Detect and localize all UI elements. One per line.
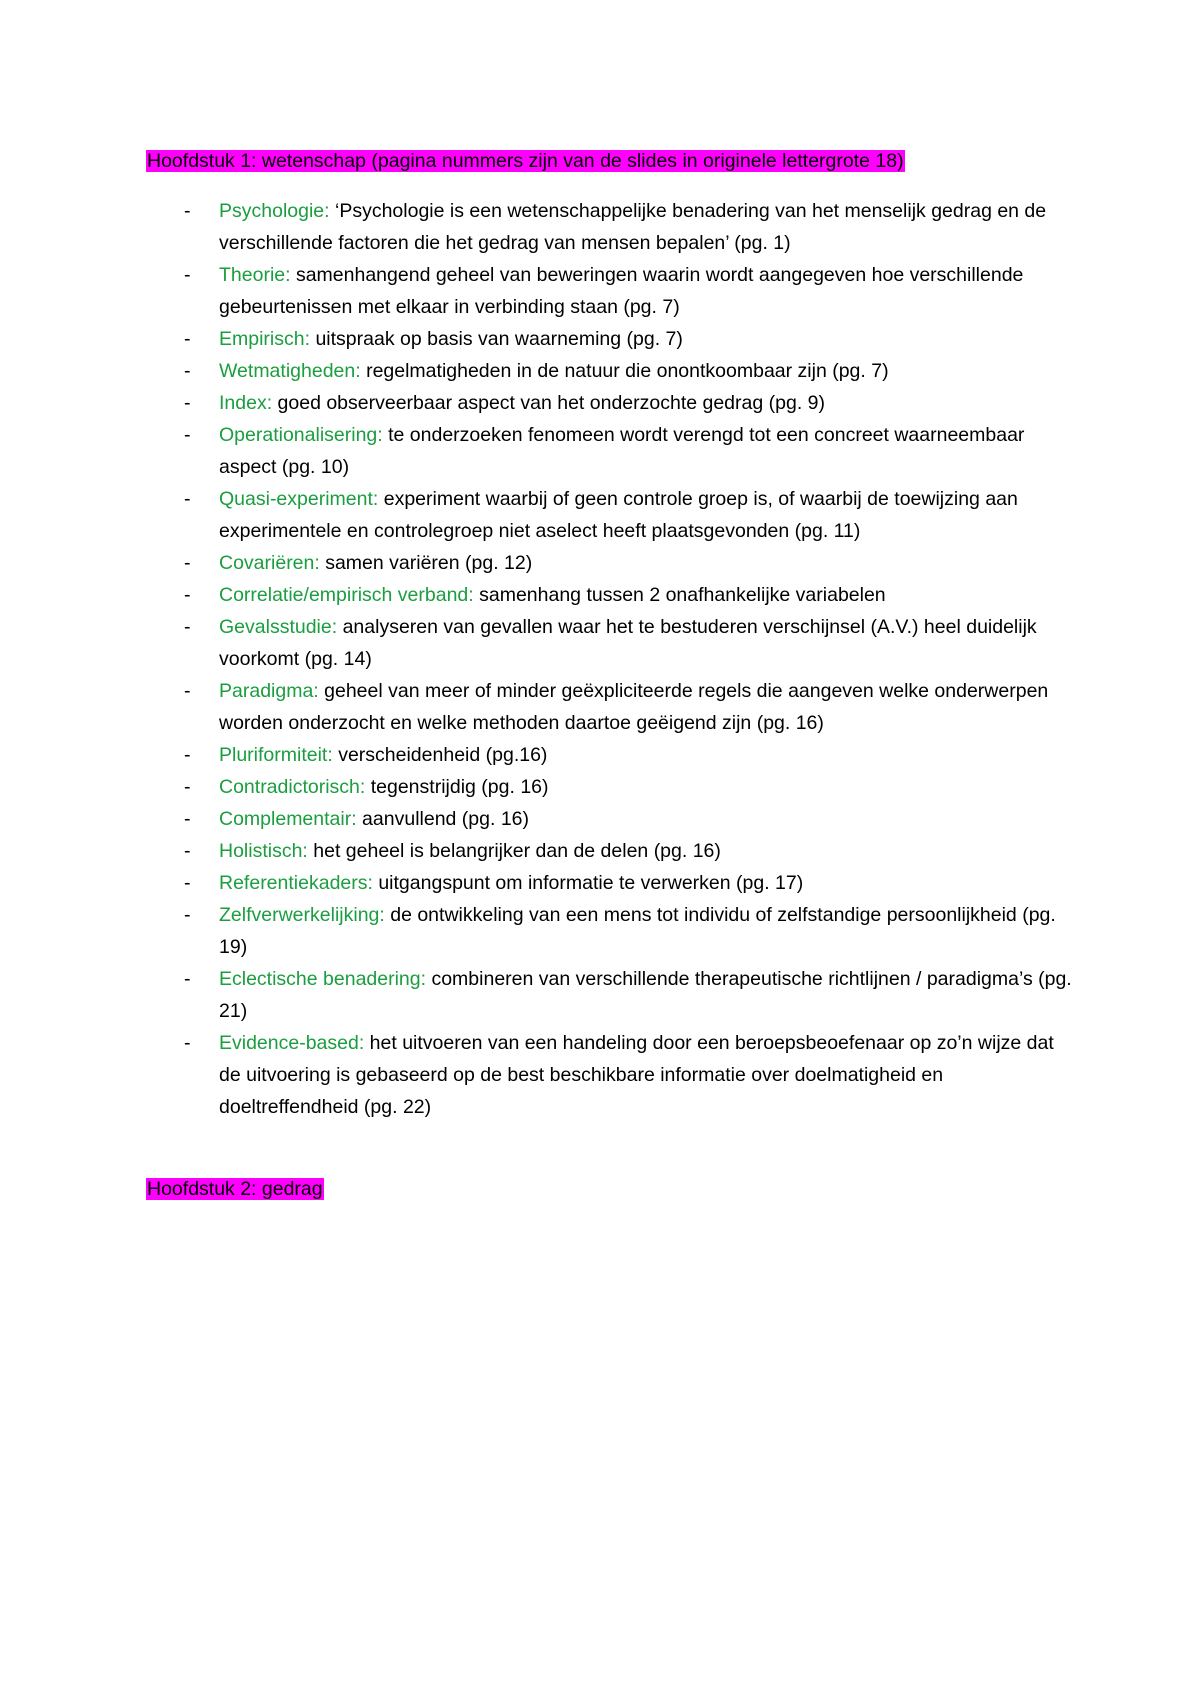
term-definition: het uitvoeren van een handeling door een beroepsbeoefenaar op zo’n wijze dat de uitvoering is gebaseerd op de best beschikbare informatie over doelmatigheid en doeltreffendheid (pg. 22) <box>219 1032 1054 1118</box>
term-definition: geheel van meer of minder geëxpliciteerde regels die aangeven welke onderwerpen worden onderzocht en welke methoden daartoe geëigend zijn (pg. 16) <box>219 680 1049 734</box>
term-label: Contradictorisch: <box>219 776 366 798</box>
term-definition: analyseren van gevallen waar het te bestuderen verschijnsel (A.V.) heel duidelijk voorkomt (pg. 14) <box>219 616 1037 670</box>
chapter-2-heading <box>146 1175 324 1203</box>
list-item <box>146 1027 1076 1123</box>
term-definition: goed observeerbaar aspect van het onderzochte gedrag (pg. 9) <box>272 392 825 414</box>
list-item <box>146 387 1076 419</box>
term-label: Operationalisering: <box>219 424 383 446</box>
term-definition: regelmatigheden in de natuur die onontkoombaar zijn (pg. 7) <box>360 360 889 382</box>
chapter-1-heading-text: Hoofdstuk 1: wetenschap (pagina nummers zijn van de slides in originele lettergrote 18) <box>147 150 904 172</box>
list-item <box>146 899 1076 963</box>
term-definition: experiment waarbij of geen controle groep is, of waarbij de toewijzing aan experimentele en controlegroep niet aselect heeft plaatsgevonden (pg. 11) <box>219 488 1018 542</box>
term-definition: samen variëren (pg. 12) <box>319 552 533 574</box>
list-item <box>146 739 1076 771</box>
list-item <box>146 579 1076 611</box>
term-definition: te onderzoeken fenomeen wordt verengd tot een concreet waarneembaar aspect (pg. 10) <box>219 424 1025 478</box>
term-label: Covariëren: <box>219 552 320 574</box>
term-definition: verscheidenheid (pg.16) <box>332 744 548 766</box>
list-dash: - <box>184 424 191 446</box>
term-label: Complementair: <box>219 808 357 830</box>
list-item <box>146 771 1076 803</box>
term-definition: uitspraak op basis van waarneming (pg. 7) <box>310 328 683 350</box>
term-definition: uitgangspunt om informatie te verwerken (pg. 17) <box>372 872 804 894</box>
list-dash: - <box>184 1032 191 1054</box>
list-dash: - <box>184 616 191 638</box>
term-label: Theorie: <box>219 264 291 286</box>
term-definition: ‘Psychologie is een wetenschappelijke benadering van het menselijk gedrag en de verschillende factoren die het gedrag van mensen bepalen’ (pg. 1) <box>219 200 1047 254</box>
term-label: Empirisch: <box>219 328 311 350</box>
list-item <box>146 355 1076 387</box>
list-dash: - <box>184 904 191 926</box>
list-dash: - <box>184 584 191 606</box>
term-list <box>146 195 1076 1123</box>
term-label: Index: <box>219 392 273 414</box>
term-label: Gevalsstudie: <box>219 616 338 638</box>
term-label: Paradigma: <box>219 680 319 702</box>
list-item <box>146 419 1076 483</box>
list-item <box>146 963 1076 1027</box>
list-item <box>146 323 1076 355</box>
list-dash: - <box>184 808 191 830</box>
list-dash: - <box>184 200 191 222</box>
term-definition: combineren van verschillende therapeutische richtlijnen / paradigma’s (pg. 21) <box>219 968 1072 1022</box>
term-label: Psychologie: <box>219 200 330 222</box>
list-item <box>146 195 1076 259</box>
list-item <box>146 259 1076 323</box>
term-label: Correlatie/empirisch verband: <box>219 584 474 606</box>
list-dash: - <box>184 488 191 510</box>
term-label: Wetmatigheden: <box>219 360 361 382</box>
term-definition: tegenstrijdig (pg. 16) <box>365 776 549 798</box>
list-item <box>146 835 1076 867</box>
term-definition: samenhangend geheel van beweringen waarin wordt aangegeven hoe verschillende gebeurtenissen met elkaar in verbinding staan (pg. 7) <box>219 264 1024 318</box>
term-label: Holistisch: <box>219 840 308 862</box>
term-label: Eclectische benadering: <box>219 968 427 990</box>
list-item <box>146 675 1076 739</box>
list-dash: - <box>184 840 191 862</box>
term-label: Quasi-experiment: <box>219 488 379 510</box>
list-dash: - <box>184 776 191 798</box>
list-dash: - <box>184 872 191 894</box>
list-item <box>146 547 1076 579</box>
list-dash: - <box>184 360 191 382</box>
list-dash: - <box>184 264 191 286</box>
list-dash: - <box>184 328 191 350</box>
list-dash: - <box>184 744 191 766</box>
term-label: Zelfverwerkelijking: <box>219 904 385 926</box>
list-item <box>146 483 1076 547</box>
list-dash: - <box>184 680 191 702</box>
term-definition: het geheel is belangrijker dan de delen (pg. 16) <box>307 840 721 862</box>
term-label: Evidence-based: <box>219 1032 365 1054</box>
term-label: Referentiekaders: <box>219 872 373 894</box>
term-label: Pluriformiteit: <box>219 744 333 766</box>
chapter-2-heading-text: Hoofdstuk 2: gedrag <box>147 1178 323 1200</box>
chapter-1-heading <box>146 147 905 175</box>
list-item <box>146 803 1076 835</box>
list-item <box>146 611 1076 675</box>
list-item <box>146 867 1076 899</box>
term-definition: de ontwikkeling van een mens tot individu of zelfstandige persoonlijkheid (pg. 19) <box>219 904 1056 958</box>
list-dash: - <box>184 968 191 990</box>
list-dash: - <box>184 392 191 414</box>
term-definition: samenhang tussen 2 onafhankelijke variabelen <box>473 584 886 606</box>
list-dash: - <box>184 552 191 574</box>
term-definition: aanvullend (pg. 16) <box>356 808 530 830</box>
